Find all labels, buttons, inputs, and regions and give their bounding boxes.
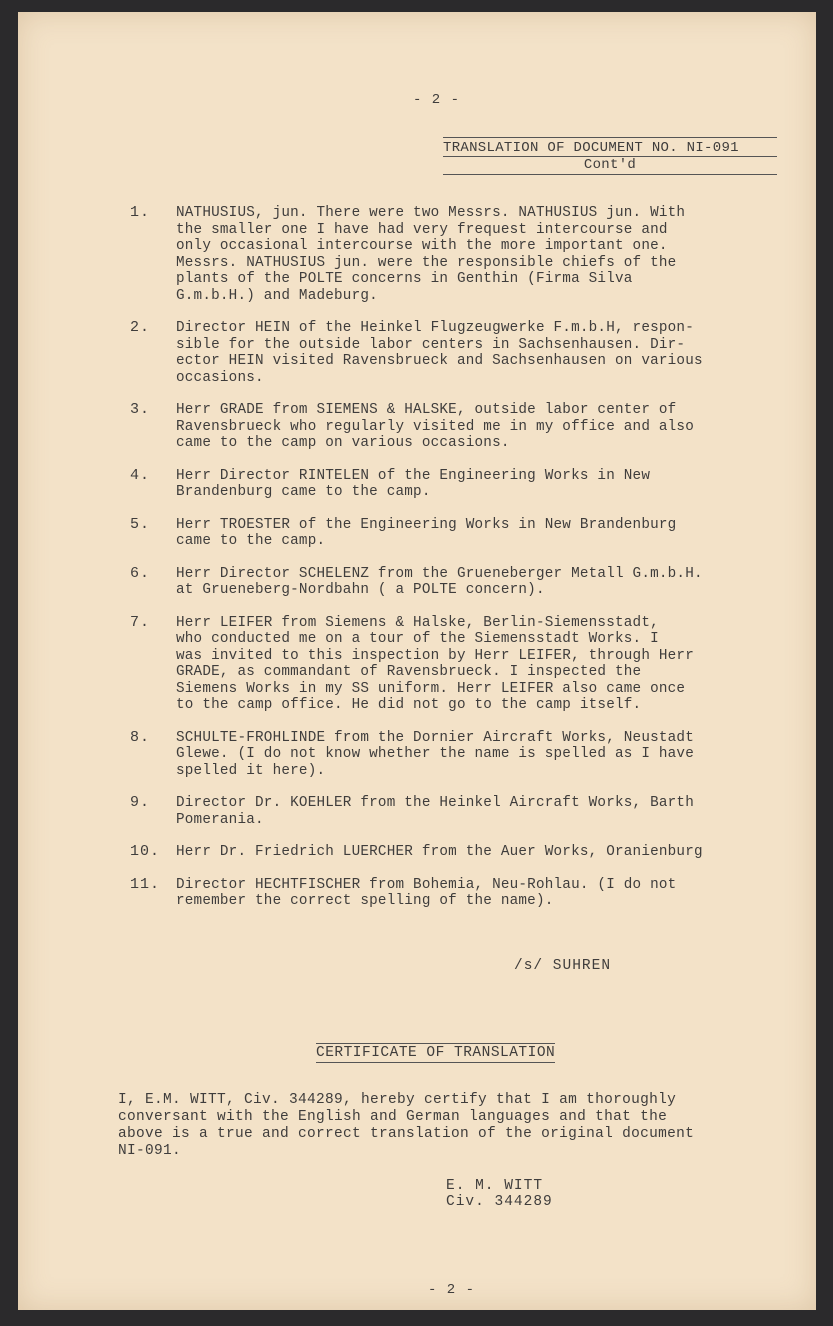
list-item: [130, 517, 780, 550]
list-item: [130, 402, 780, 452]
item-number: 2.: [130, 319, 151, 336]
item-number: 11.: [130, 875, 161, 893]
item-number: 4.: [130, 466, 151, 484]
item-text: NATHUSIUS, jun. There were two Messrs. NATHUSIUS jun. With the smaller one I have had very frequest intercourse and only occasional intercourse with the more important one. Messrs. NATHUSIUS jun. were the responsible chiefs of the plants of the POLTE concerns in Genthin (Firma Silva G.m.b.H.) and Madeburg.: [176, 205, 686, 304]
item-text: Herr GRADE from SIEMENS & HALSKE, outside labor center of Ravensbrueck who regularly visited me in my office and also came to the camp on various occasions.: [176, 402, 694, 451]
list-item: [130, 844, 780, 861]
certificate-title: CERTIFICATE OF TRANSLATION: [316, 1045, 556, 1061]
item-text: Herr TROESTER of the Engineering Works in New Brandenburg came to the camp.: [176, 516, 677, 549]
item-text: Director HECHTFISCHER from Bohemia, Neu-Rohlau. (I do not remember the correct spelling of the name).: [176, 876, 677, 909]
document-page: [18, 12, 816, 1310]
item-text: Herr Dr. Friedrich LUERCHER from the Auer Works, Oranienburg: [176, 844, 703, 860]
item-text: SCHULTE-FROHLINDE from the Dornier Aircraft Works, Neustadt Glewe. (I do not know whether the name is spelled as I have spelled it here).: [176, 729, 694, 779]
list-item: [130, 320, 780, 386]
signature: /s/ SUHREN: [514, 958, 612, 974]
document-title: TRANSLATION OF DOCUMENT NO. NI-091: [443, 137, 777, 157]
item-text: Director Dr. KOEHLER from the Heinkel Aircraft Works, Barth Pomerania.: [176, 795, 694, 828]
list-item: [130, 205, 780, 304]
item-number: 10.: [130, 843, 161, 860]
certificate-body: I, E.M. WITT, Civ. 344289, hereby certify that I am thoroughly conversant with the English and German languages and that the above is a true and correct translation of the original document NI-091.: [118, 1092, 695, 1159]
list-item: [130, 566, 780, 599]
item-number: 8.: [130, 728, 151, 746]
page-number-top: - 2 -: [413, 92, 461, 108]
item-number: 6.: [130, 564, 151, 582]
item-list: [130, 205, 780, 910]
item-number: 5.: [130, 515, 151, 533]
item-number: 9.: [130, 794, 151, 811]
item-number: 7.: [130, 613, 151, 631]
item-text: Herr Director SCHELENZ from the Grueneberger Metall G.m.b.H. at Grueneberg-Nordbahn ( a POLTE concern).: [176, 565, 703, 598]
translator-block: [446, 1178, 553, 1210]
item-number: 1.: [130, 204, 151, 221]
list-item: [130, 795, 780, 828]
translator-id: Civ. 344289: [446, 1194, 553, 1210]
document-subtitle: Cont'd: [443, 157, 777, 175]
item-text: Director HEIN of the Heinkel Flugzeugwerke F.m.b.H, respon- sible for the outside labor centers in Sachsenhausen. Dir- ector HEIN visited Ravensbrueck and Sachsenhausen on various occasions.: [176, 320, 703, 386]
page-number-bottom: - 2 -: [428, 1282, 476, 1298]
list-item: [130, 468, 780, 501]
translator-name: E. M. WITT: [446, 1178, 544, 1194]
list-item: [130, 877, 780, 910]
item-text: Herr LEIFER from Siemens & Halske, Berlin-Siemensstadt, who conducted me on a tour of the Siemensstadt Works. I was invited to this inspection by Herr LEIFER, through Herr GRADE, as commandant of Ravensbrueck. I inspected the Siemens Works in my SS uniform. Herr LEIFER also came once to the camp office. He did not go to the camp itself.: [176, 614, 694, 713]
item-text: Herr Director RINTELEN of the Engineering Works in New Brandenburg came to the camp.: [176, 467, 651, 500]
document-header: [443, 137, 777, 175]
list-item: [130, 615, 780, 714]
list-item: [130, 730, 780, 780]
item-number: 3.: [130, 401, 151, 418]
